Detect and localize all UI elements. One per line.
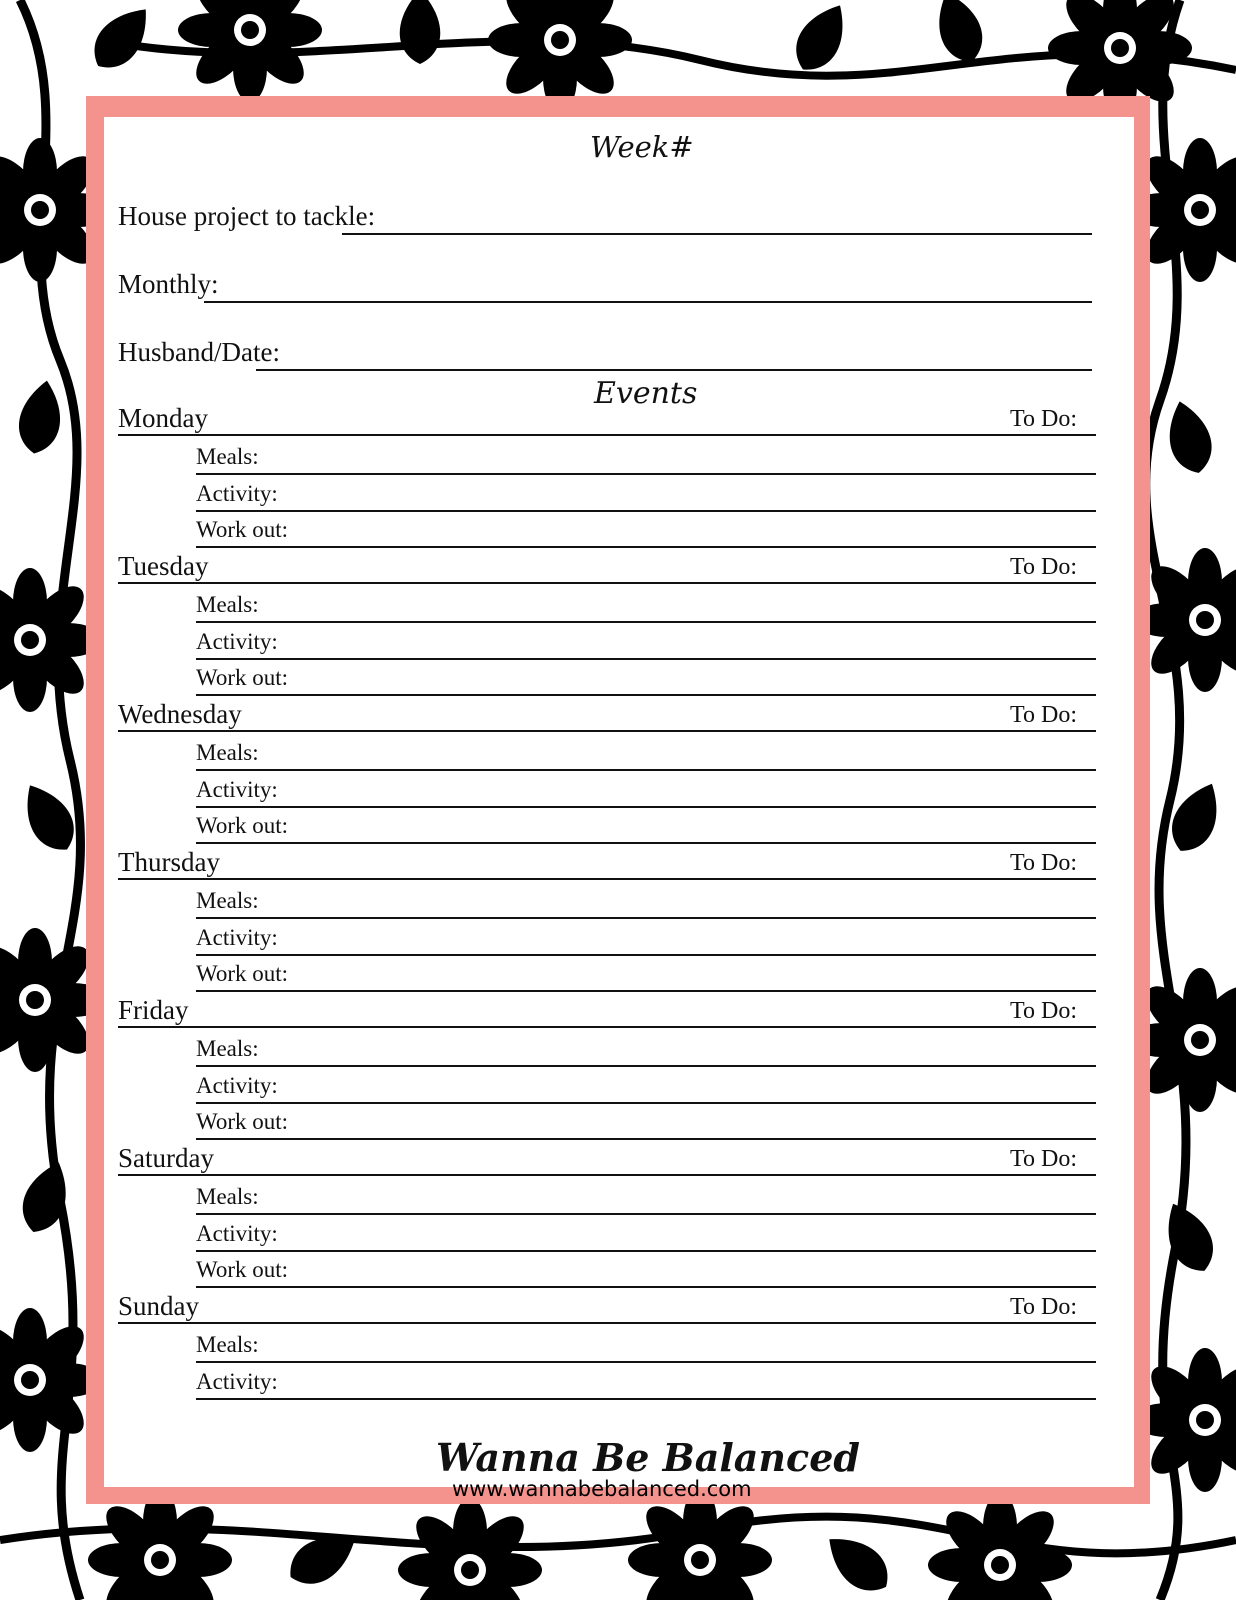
row-write-line[interactable]	[196, 769, 1096, 771]
row-label: Meals:	[196, 1184, 259, 1209]
row-label: Work out:	[196, 961, 289, 986]
day-name: Thursday	[118, 847, 220, 877]
day-name: Wednesday	[118, 699, 242, 729]
field-write-line[interactable]	[342, 233, 1092, 235]
page-title: Week#	[590, 130, 694, 164]
row-write-line[interactable]	[196, 1286, 1096, 1288]
todo-label: To Do:	[1010, 1294, 1077, 1320]
row-write-line[interactable]	[196, 917, 1096, 919]
row-write-line[interactable]	[196, 1065, 1096, 1067]
row-write-line[interactable]	[196, 658, 1096, 660]
day-write-line[interactable]	[118, 1026, 1096, 1028]
planner-sheet	[104, 117, 1134, 1501]
events-heading: Events	[594, 376, 698, 411]
day-write-line[interactable]	[118, 434, 1096, 436]
row-write-line[interactable]	[196, 473, 1096, 475]
row-label: Activity:	[196, 777, 278, 802]
row-write-line[interactable]	[196, 1250, 1096, 1252]
row-write-line[interactable]	[196, 842, 1096, 844]
row-label: Meals:	[196, 444, 259, 469]
row-label: Activity:	[196, 925, 278, 950]
day-name: Monday	[118, 403, 208, 433]
field-write-line[interactable]	[256, 369, 1092, 371]
row-write-line[interactable]	[196, 621, 1096, 623]
field-label: Monthly:	[118, 269, 219, 299]
day-write-line[interactable]	[118, 730, 1096, 732]
row-write-line[interactable]	[196, 546, 1096, 548]
field-write-line[interactable]	[204, 301, 1092, 303]
row-label: Meals:	[196, 1332, 259, 1357]
day-write-line[interactable]	[118, 1174, 1096, 1176]
row-label: Activity:	[196, 481, 278, 506]
row-write-line[interactable]	[196, 510, 1096, 512]
row-write-line[interactable]	[196, 990, 1096, 992]
row-write-line[interactable]	[196, 1102, 1096, 1104]
day-name: Sunday	[118, 1291, 199, 1321]
row-label: Work out:	[196, 813, 289, 838]
day-name: Tuesday	[118, 551, 209, 581]
row-label: Activity:	[196, 629, 278, 654]
row-label: Meals:	[196, 888, 259, 913]
row-write-line[interactable]	[196, 1398, 1096, 1400]
row-label: Work out:	[196, 517, 289, 542]
day-name: Saturday	[118, 1143, 214, 1173]
row-write-line[interactable]	[196, 694, 1096, 696]
day-write-line[interactable]	[118, 1322, 1096, 1324]
todo-label: To Do:	[1010, 554, 1077, 580]
todo-label: To Do:	[1010, 702, 1077, 728]
row-label: Work out:	[196, 1109, 289, 1134]
day-write-line[interactable]	[118, 582, 1096, 584]
day-name: Friday	[118, 995, 189, 1025]
row-label: Meals:	[196, 1036, 259, 1061]
day-write-line[interactable]	[118, 878, 1096, 880]
row-write-line[interactable]	[196, 954, 1096, 956]
todo-label: To Do:	[1010, 850, 1077, 876]
row-label: Work out:	[196, 1257, 289, 1282]
todo-label: To Do:	[1010, 1146, 1077, 1172]
field-label: Husband/Date:	[118, 337, 280, 367]
todo-label: To Do:	[1010, 998, 1077, 1024]
row-label: Meals:	[196, 592, 259, 617]
row-write-line[interactable]	[196, 806, 1096, 808]
row-label: Work out:	[196, 665, 289, 690]
row-write-line[interactable]	[196, 1361, 1096, 1363]
row-label: Activity:	[196, 1369, 278, 1394]
field-label: House project to tackle:	[118, 201, 376, 231]
row-write-line[interactable]	[196, 1213, 1096, 1215]
todo-label: To Do:	[1010, 406, 1077, 432]
brand-url: www.wannabebalanced.com	[452, 1477, 752, 1501]
row-label: Activity:	[196, 1221, 278, 1246]
row-label: Meals:	[196, 740, 259, 765]
row-label: Activity:	[196, 1073, 278, 1098]
brand-logo: Wanna Be Balanced	[436, 1435, 860, 1480]
row-write-line[interactable]	[196, 1138, 1096, 1140]
